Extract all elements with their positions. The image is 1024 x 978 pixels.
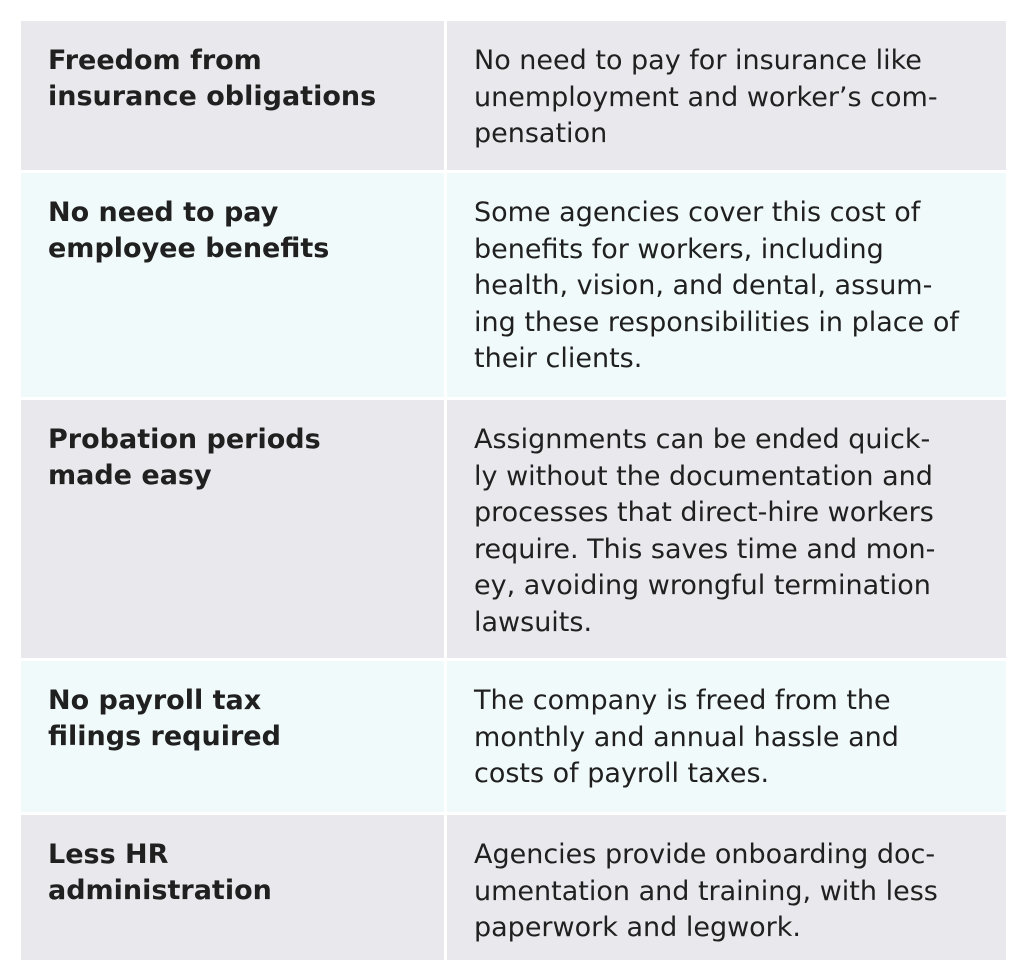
table-row (20, 814, 1008, 962)
benefit-description-cell (446, 20, 1008, 172)
benefit-description-cell (446, 399, 1008, 660)
benefit-description: Agencies provide onboarding doc- umentation and training, with less paperwork and legwork. (474, 839, 938, 943)
benefit-label: No payroll tax filings required (48, 685, 281, 752)
table-row (20, 172, 1008, 399)
benefit-label-cell (20, 814, 446, 962)
benefit-description: Assignments can be ended quick- ly without the documentation and processes that direct-hire workers require. This saves time and mon- ey, avoiding wrongful termination lawsuits. (474, 424, 936, 638)
table-row (20, 660, 1008, 814)
benefit-label-cell (20, 660, 446, 814)
benefit-label: No need to pay employee benefits (48, 197, 330, 264)
benefit-description: No need to pay for insurance like unemployment and worker’s com- pensation (474, 45, 938, 149)
benefit-description: The company is freed from the monthly and annual hassle and costs of payroll taxes. (474, 685, 899, 789)
benefit-description-cell (446, 660, 1008, 814)
benefit-label-cell (20, 172, 446, 399)
benefit-description-cell (446, 814, 1008, 962)
benefit-label: Less HR administration (48, 839, 272, 906)
benefit-label-cell (20, 20, 446, 172)
benefits-table (18, 18, 1009, 963)
benefit-description-cell (446, 172, 1008, 399)
table-row (20, 20, 1008, 172)
benefit-label-cell (20, 399, 446, 660)
benefit-description: Some agencies cover this cost of benefits for workers, including health, vision, and dental, assum- ing these responsibilities in place of their clients. (474, 197, 959, 374)
table-row (20, 399, 1008, 660)
benefit-label: Freedom from insurance obligations (48, 45, 377, 112)
benefit-label: Probation periods made easy (48, 424, 321, 491)
